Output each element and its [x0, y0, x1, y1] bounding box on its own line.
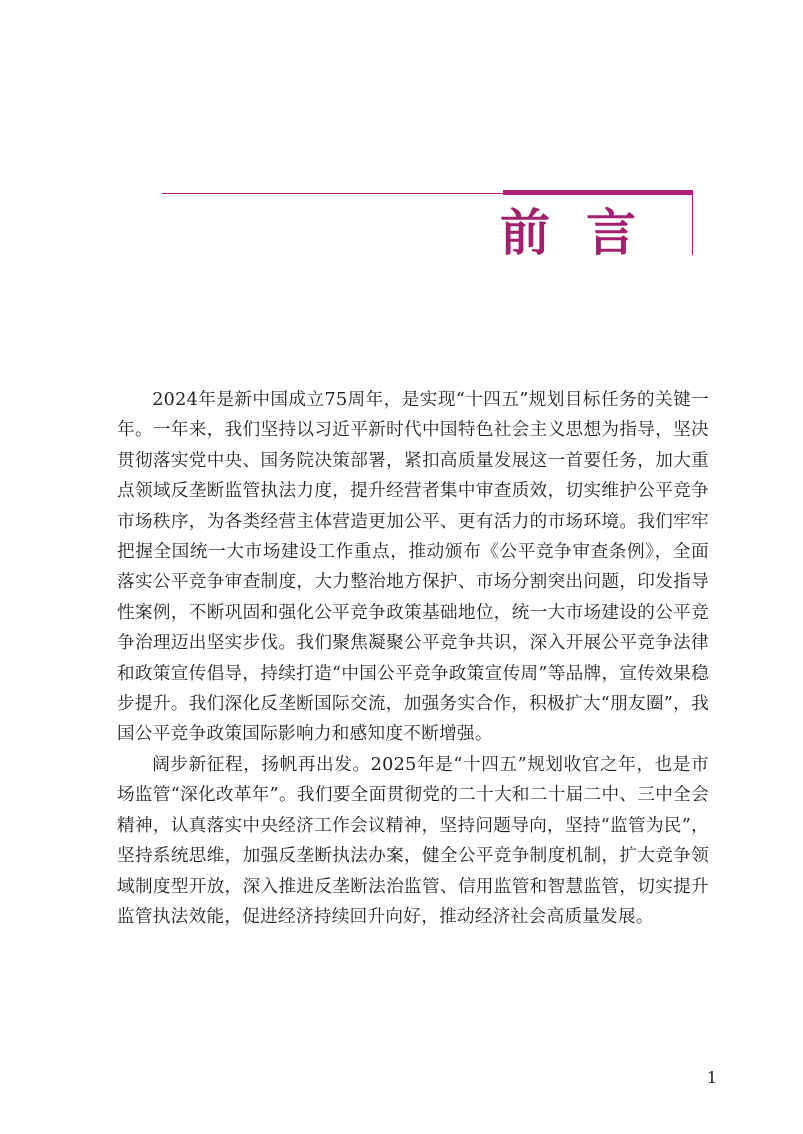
page-title: 前言	[500, 204, 672, 262]
paragraph-2: 阔步新征程，扬帆再出发。2025年是“十四五”规划收官之年，也是市场监管“深化改革年”。我们要全面贯彻党的二十大和二十届二中、三中全会精神，认真落实中央经济工作会议精神，坚持问题导向，坚持“监管为民”，坚持系统思维，加强反垄断执法办案，健全公平竞争制度机制，扩大竞争领域制度型开放，深入推进反垄断法治监管、信用监管和智慧监管，切实提升监管执法效能，促进经济持续回升向好，推动经济社会高质量发展。	[117, 754, 709, 927]
body-text	[117, 385, 709, 932]
page-number: 1	[706, 1068, 717, 1087]
paragraph-1: 2024年是新中国成立75周年，是实现“十四五”规划目标任务的关键一年。一年来，我们坚持以习近平新时代中国特色社会主义思想为指导，坚决贯彻落实党中央、国务院决策部署，紧扣高质量发展这一首要任务，加大重点领域反垄断监管执法力度，提升经营者集中审查质效，切实维护公平竞争市场秩序，为各类经营主体营造更加公平、更有活力的市场环境。我们牢牢把握全国统一大市场建设工作重点，推动颁布《公平竞争审查条例》，全面落实公平竞争审查制度，大力整治地方保护、市场分割突出问题，印发指导性案例，不断巩固和强化公平竞争政策基础地位，统一大市场建设的公平竞争治理迈出坚实步伐。我们聚焦凝聚公平竞争共识，深入开展公平竞争法律和政策宣传倡导，持续打造“中国公平竞争政策宣传周”等品牌，宣传效果稳步提升。我们深化反垄断国际交流，加强务实合作，积极扩大“朋友圈”，我国公平竞争政策国际影响力和感知度不断增强。	[117, 390, 709, 745]
title-accent-bar	[503, 190, 693, 195]
title-vertical-rule	[692, 193, 693, 255]
